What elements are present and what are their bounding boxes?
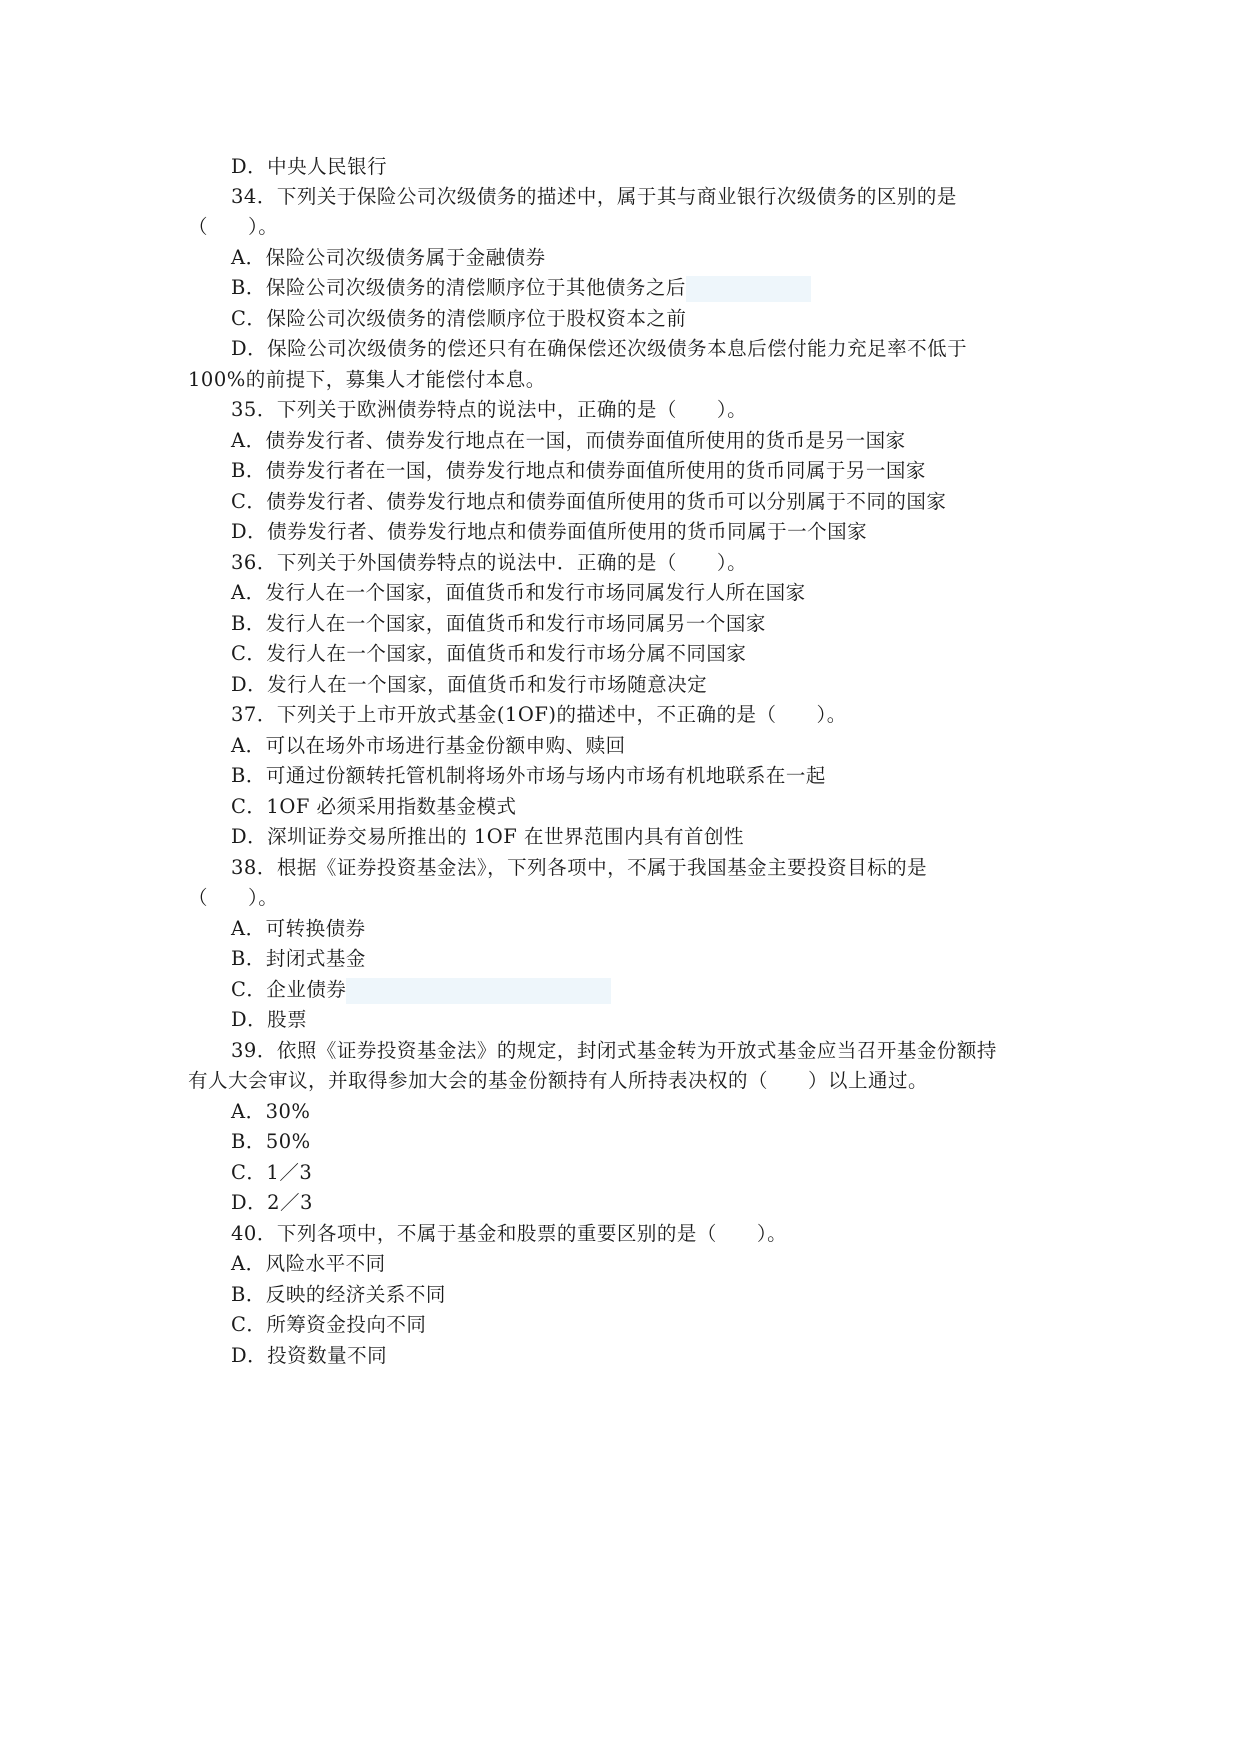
q37-option-c: C．1OF 必须采用指数基金模式	[231, 795, 517, 818]
q37-option-d: D．深圳证券交易所推出的 1OF 在世界范围内具有首创性	[231, 825, 744, 848]
q34-option-d: D．保险公司次级债务的偿还只有在确保偿还次级债务本息后偿付能力充足率不低于	[231, 337, 968, 360]
q34-stem-cont: （ ）。	[188, 215, 279, 238]
q39-option-c: C．1／3	[231, 1161, 313, 1184]
q34-option-a: A．保险公司次级债务属于金融债券	[231, 246, 546, 269]
q38-stem: 38．根据《证券投资基金法》，下列各项中，不属于我国基金主要投资目标的是	[231, 856, 928, 879]
q36-option-d: D．发行人在一个国家，面值货币和发行市场随意决定	[231, 673, 708, 696]
q35-option-c: C．债券发行者、债券发行地点和债券面值所使用的货币可以分别属于不同的国家	[231, 490, 947, 513]
q34-stem: 34．下列关于保险公司次级债务的描述中，属于其与商业银行次级债务的区别的是	[231, 185, 957, 208]
q35-option-a: A．债券发行者、债券发行地点在一国，而债券面值所使用的货币是另一国家	[231, 429, 906, 452]
q35-stem: 35．下列关于欧洲债券特点的说法中，正确的是（ ）。	[231, 398, 748, 421]
q40-stem: 40．下列各项中，不属于基金和股票的重要区别的是（ ）。	[231, 1222, 788, 1245]
q40-option-b: B．反映的经济关系不同	[231, 1283, 446, 1306]
q36-option-b: B．发行人在一个国家，面值货币和发行市场同属另一个国家	[231, 612, 766, 635]
q39-option-b: B．50%	[231, 1130, 311, 1153]
q34-option-b-text: B．保险公司次级债务的清偿顺序位于其他债务之后	[231, 276, 686, 299]
q34-option-d-cont: 100%的前提下，募集人才能偿付本息。	[188, 368, 546, 391]
q35-option-d: D．债券发行者、债券发行地点和债券面值所使用的货币同属于一个国家	[231, 520, 868, 543]
q38-stem-cont: （ ）。	[188, 886, 279, 909]
watermark-block	[346, 978, 611, 1004]
q36-option-c: C．发行人在一个国家，面值货币和发行市场分属不同国家	[231, 642, 747, 665]
q37-option-b: B．可通过份额转托管机制将场外市场与场内市场有机地联系在一起	[231, 764, 826, 787]
q40-option-c: C．所筹资金投向不同	[231, 1313, 427, 1336]
q40-option-a: A．风险水平不同	[231, 1252, 386, 1275]
q38-option-c	[0, 973, 1241, 1006]
q39-stem-cont: 有人大会审议，并取得参加大会的基金份额持有人所持表决权的（ ）以上通过。	[188, 1069, 929, 1092]
watermark-block	[686, 276, 811, 302]
q37-stem: 37．下列关于上市开放式基金(1OF)的描述中，不正确的是（ ）。	[231, 703, 847, 726]
q34-option-b	[0, 271, 1241, 304]
q39-option-a: A．30%	[231, 1100, 311, 1123]
q38-option-d: D．股票	[231, 1008, 308, 1031]
q34-option-c: C．保险公司次级债务的清偿顺序位于股权资本之前	[231, 307, 687, 330]
q33-option-d: D．中央人民银行	[231, 155, 388, 178]
q38-option-a: A．可转换债券	[231, 917, 366, 940]
q37-option-a: A．可以在场外市场进行基金份额申购、赎回	[231, 734, 626, 757]
q36-option-a: A．发行人在一个国家，面值货币和发行市场同属发行人所在国家	[231, 581, 806, 604]
q35-option-b: B．债券发行者在一国，债券发行地点和债券面值所使用的货币同属于另一国家	[231, 459, 926, 482]
q40-option-d: D．投资数量不同	[231, 1344, 388, 1367]
q39-stem: 39．依照《证券投资基金法》的规定，封闭式基金转为开放式基金应当召开基金份额持	[231, 1039, 997, 1062]
q38-option-c-text: C．企业债券	[231, 978, 347, 1001]
q38-option-b: B．封闭式基金	[231, 947, 366, 970]
q36-stem: 36．下列关于外国债券特点的说法中．正确的是（ ）。	[231, 551, 748, 574]
q39-option-d: D．2／3	[231, 1191, 313, 1214]
